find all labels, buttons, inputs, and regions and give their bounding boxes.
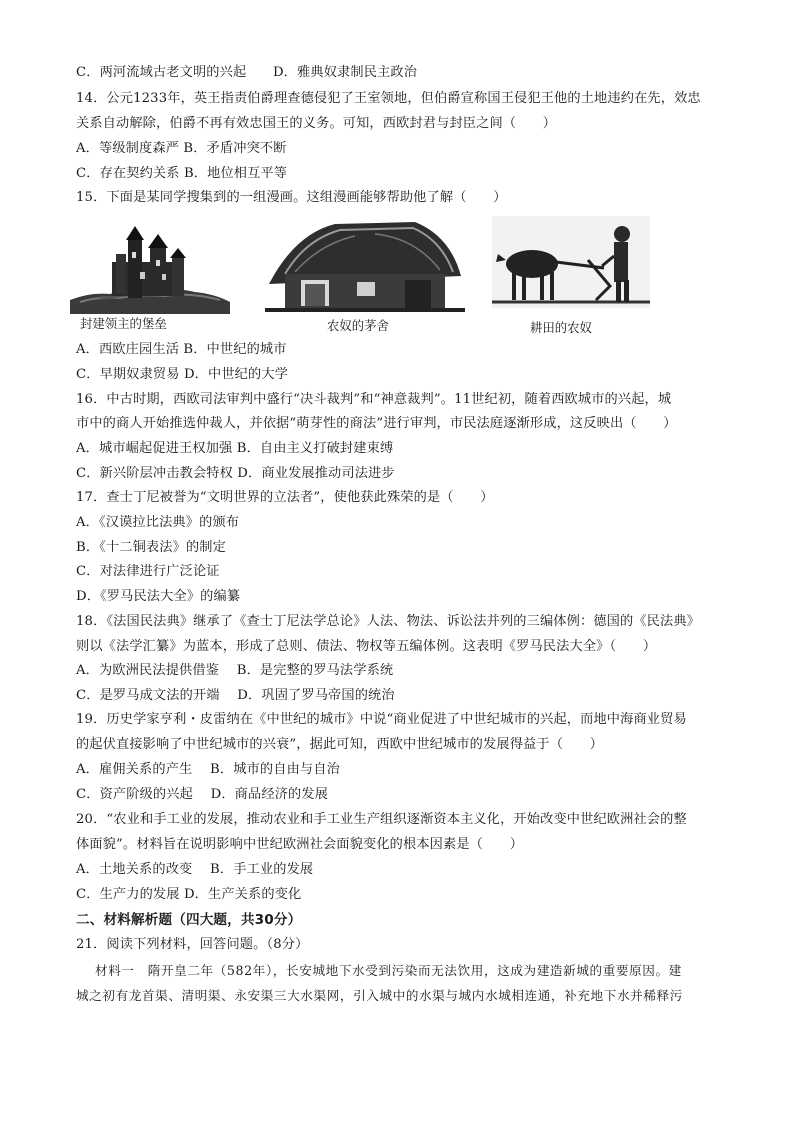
q15-stem: 15．下面是某同学搜集到的一组漫画。这组漫画能够帮助他了解（ ） <box>76 190 507 205</box>
q21-stem: 21．阅读下列材料，回答问题。（8分） <box>76 937 309 952</box>
serf-cottage-illustration <box>265 214 465 314</box>
q18-options-cd: C．是罗马成文法的开端 D．巩固了罗马帝国的统治 <box>76 688 395 703</box>
q14-options-cd: C．存在契约关系 B．地位相互平等 <box>76 166 288 181</box>
q14-stem-line2: 关系自动解除，伯爵不再有效忠国王的义务。可知，西欧封君与封臣之间（ ） <box>76 116 557 131</box>
q19-stem-line2: 的起伏直接影响了中世纪城市的兴衰”，据此可知，西欧中世纪城市的发展得益于（ ） <box>76 737 604 752</box>
q17-option-c: C．对法律进行广泛论证 <box>76 564 220 579</box>
section-two-heading: 二、材料解析题（四大题，共30分） <box>76 912 302 928</box>
q15-cartoon-group <box>70 214 650 344</box>
q16-stem-line2: 市中的商人开始推选仲裁人，并依据“萌芽性的商法”进行审判，市民法庭逐渐形成，这反映出（ ） <box>76 416 677 431</box>
plowing-serf-illustration <box>492 216 650 308</box>
caption-cottage: 农奴的茅舍 <box>327 318 389 333</box>
q14-options-ab: A．等级制度森严 B．矛盾冲突不断 <box>76 141 287 156</box>
q16-stem-line1: 16．中古时期，西欧司法审判中盛行“决斗裁判”和“神意裁判”。11世纪初，随着西欧城市的兴起，城 <box>76 392 672 407</box>
caption-castle: 封建领主的堡垒 <box>80 316 167 331</box>
q13-options-cd: C．两河流域古老文明的兴起 D．雅典奴隶制民主政治 <box>76 65 418 80</box>
q17-option-d: D．《罗马民法大全》的编纂 <box>76 589 241 604</box>
q18-stem-line2: 则以《法学汇纂》为蓝本，形成了总则、债法、物权等五编体例。这表明《罗马民法大全》（ ） <box>76 639 657 654</box>
q21-material1-line1: 材料一 隋开皇二年（582年），长安城地下水受到污染而无法饮用，这成为建造新城的重要原因。建 <box>95 963 682 978</box>
q21-material1-line2: 城之初有龙首渠、清明渠、永安渠三大水渠网，引入城中的水渠与城内水城相连通，补充地下水并稀释污 <box>76 988 683 1003</box>
q19-options-cd: C．资产阶级的兴起 D．商品经济的发展 <box>76 787 329 802</box>
q15-options-cd: C．早期奴隶贸易 D．中世纪的大学 <box>76 367 289 382</box>
q15-options-ab: A．西欧庄园生活 B．中世纪的城市 <box>76 342 287 357</box>
q19-stem-line1: 19．历史学家亨利・皮雷纳在《中世纪的城市》中说“商业促进了中世纪城市的兴起，而地中海商业贸易 <box>76 712 687 727</box>
q20-stem-line1: 20．“农业和手工业的发展，推动农业和手工业生产组织逐渐资本主义化，开始改变中世纪欧洲社会的整 <box>76 812 687 827</box>
caption-plowing: 耕田的农奴 <box>530 320 592 335</box>
q17-stem: 17．查士丁尼被誉为“文明世界的立法者”，使他获此殊荣的是（ ） <box>76 490 494 505</box>
q20-options-ab: A．土地关系的改变 B．手工业的发展 <box>76 862 314 877</box>
q17-option-b: B．《十二铜表法》的制定 <box>76 540 226 555</box>
q18-stem-line1: 18．《法国民法典》继承了《查士丁尼法学总论》人法、物法、诉讼法并列的三编体例：德国的《民法典》 <box>76 614 701 629</box>
q14-stem-line1: 14．公元1233年，英王指责伯爵理查德侵犯了王室领地，但伯爵宣称国王侵犯王他的土地违约在先，效忠 <box>76 91 701 106</box>
q17-option-a: A．《汉谟拉比法典》的颁布 <box>76 515 240 530</box>
q20-options-cd: C．生产力的发展 D．生产关系的变化 <box>76 887 302 902</box>
castle-illustration <box>70 222 230 314</box>
q20-stem-line2: 体面貌”。材料旨在说明影响中世纪欧洲社会面貌变化的根本因素是（ ） <box>76 837 524 852</box>
q16-options-ab: A．城市崛起促进王权加强 B．自由主义打破封建束缚 <box>76 441 394 456</box>
q19-options-ab: A．雇佣关系的产生 B．城市的自由与自治 <box>76 762 340 777</box>
q18-options-ab: A．为欧洲民法提供借鉴 B．是完整的罗马法学系统 <box>76 663 394 678</box>
q16-options-cd: C．新兴阶层冲击教会特权 D．商业发展推动司法进步 <box>76 466 395 481</box>
